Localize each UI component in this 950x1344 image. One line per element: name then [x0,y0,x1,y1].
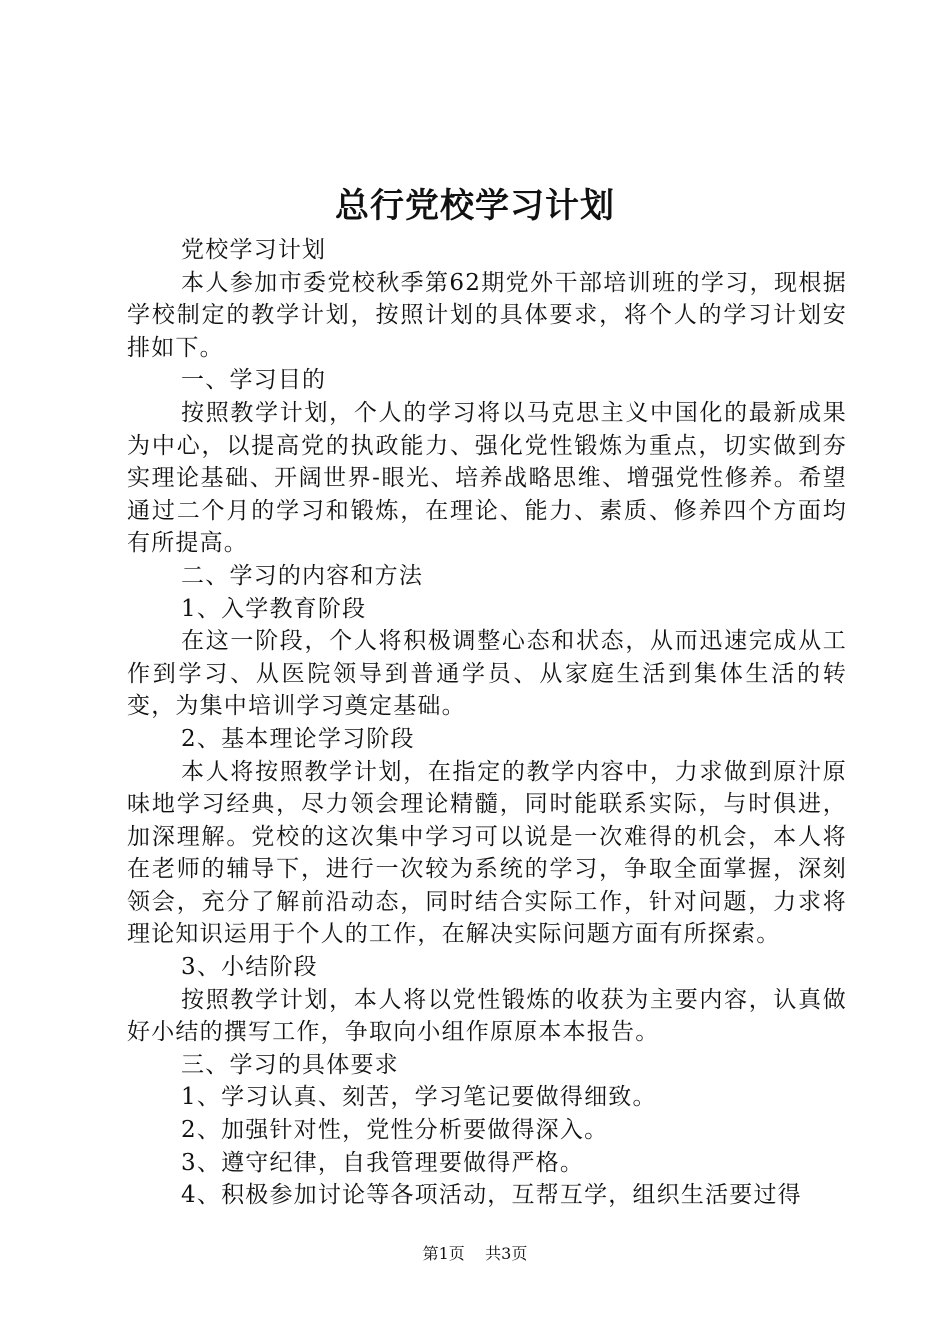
paragraph: 本人将按照教学计划，在指定的教学内容中，力求做到原汁原味地学习经典，尽力领会理论精髓，同时能联系实际，与时俱进，加深理解。党校的这次集中学习可以说是一次难得的机会，本人将在老师的辅导下，进行一次较为系统的学习，争取全面掌握，深刻领会，充分了解前沿动态，同时结合实际工作，针对问题，力求将理论知识运用于个人的工作，在解决实际问题方面有所探索。 [127,758,847,948]
subsection-heading: 3、小结阶段 [181,954,318,981]
page-total: 共3页 [485,1244,528,1263]
paragraph: 党校学习计划 [181,237,327,263]
document-title: 总行党校学习计划 [335,186,615,226]
section-heading: 二、学习的内容和方法 [181,562,424,589]
paragraph: 按照教学计划，个人的学习将以马克思主义中国化的最新成果为中心，以提高党的执政能力、强化党性锻炼为重点，切实做到夯实理论基础、开阔世界-眼光、培养战略思维、增强党性修养。希望通过二个月的学习和锻炼，在理论、能力、素质、修养四个方面均有所提高。 [127,399,847,557]
paragraph: 按照教学计划，本人将以党性锻炼的收获为主要内容，认真做好小结的撰写工作，争取向小组作原原本本报告。 [127,986,847,1046]
paragraph: 在这一阶段，个人将积极调整心态和状态，从而迅速完成从工作到学习、从医院领导到普通学员、从家庭生活到集体生活的转变，为集中培训学习奠定基础。 [127,628,847,720]
page-separator [470,1244,480,1263]
list-item: 2、加强针对性，党性分析要做得深入。 [181,1117,609,1144]
page-footer [0,1243,950,1265]
section-heading: 一、学习目的 [181,367,327,394]
list-item: 3、遵守纪律，自我管理要做得严格。 [181,1149,585,1176]
page-number: 第1页 [422,1244,465,1263]
list-item: 4、积极参加讨论等各项活动，互帮互学，组织生活要过得 [181,1182,802,1209]
list-item: 1、学习认真、刻苦，学习笔记要做得细致。 [181,1084,657,1111]
document-body [127,234,847,1212]
subsection-heading: 2、基本理论学习阶段 [181,725,415,752]
section-heading: 三、学习的具体要求 [181,1051,399,1078]
paragraph: 本人参加市委党校秋季第62期党外干部培训班的学习，现根据学校制定的教学计划，按照计划的具体要求，将个人的学习计划安排如下。 [127,269,847,361]
subsection-heading: 1、入学教育阶段 [181,595,367,622]
